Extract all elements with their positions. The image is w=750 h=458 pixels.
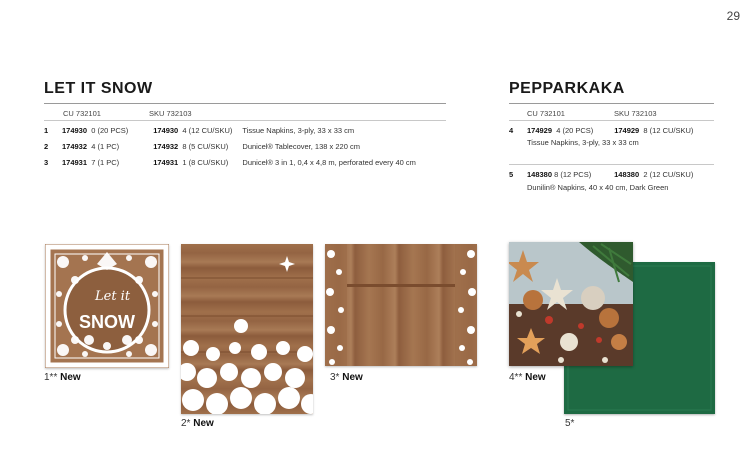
product-row: 1 174930 0 (20 PCS) 174930 4 (12 CU/SKU) Tissue Napkins, 3-ply, 33 x 33 cm (44, 126, 355, 135)
column-header-cu: CU 732101 (63, 109, 101, 118)
snowflake-pattern (181, 244, 313, 414)
header-rule (44, 120, 446, 121)
product-description: Tissue Napkins, 3-ply, 33 x 33 cm (527, 138, 639, 147)
gingerbread-pattern (509, 242, 633, 366)
section-title-let-it-snow: LET IT SNOW (44, 80, 153, 97)
caption-3: 3* New (330, 372, 363, 383)
column-header-sku: SKU 732103 (149, 109, 192, 118)
product-row: 2 174932 4 (1 PC) 174932 8 (5 CU/SKU) Dunicel® Tablecover, 138 x 220 cm (44, 142, 360, 151)
caption-5: 5* (565, 418, 575, 429)
image-text-snow: SNOW (79, 312, 135, 332)
image-text-let-it: Let it (95, 289, 131, 304)
column-header-cu: CU 732101 (527, 109, 565, 118)
product-image-tablecover (181, 244, 313, 414)
snow-lace-pattern (45, 244, 169, 368)
product-description: Dunilin® Napkins, 40 x 40 cm, Dark Green (527, 183, 669, 192)
product-image-let-it-snow-napkin (45, 244, 169, 368)
page-number: 29 (726, 9, 740, 23)
product-row: 3 174931 7 (1 PC) 174931 1 (8 CU/SKU) Dunicel® 3 in 1, 0,4 x 4,8 m, perforated every 40 cm (44, 158, 416, 167)
section-rule (44, 103, 446, 104)
product-row: 5 148380 8 (12 PCS) 148380 2 (12 CU/SKU) (509, 170, 694, 179)
caption-2: 2* New (181, 418, 214, 429)
section-title-pepparkaka: PEPPARKAKA (509, 80, 625, 97)
column-header-sku: SKU 732103 (614, 109, 657, 118)
caption-1: 1** New (44, 372, 81, 383)
product-image-runner (325, 244, 477, 366)
row-rule (509, 164, 714, 165)
section-rule (509, 103, 714, 104)
product-row: 4 174929 4 (20 PCS) 174929 8 (12 CU/SKU) (509, 126, 694, 135)
caption-4: 4** New (509, 372, 546, 383)
product-image-gingerbread-napkin (509, 242, 633, 366)
header-rule (509, 120, 714, 121)
runner-pattern (325, 244, 477, 366)
